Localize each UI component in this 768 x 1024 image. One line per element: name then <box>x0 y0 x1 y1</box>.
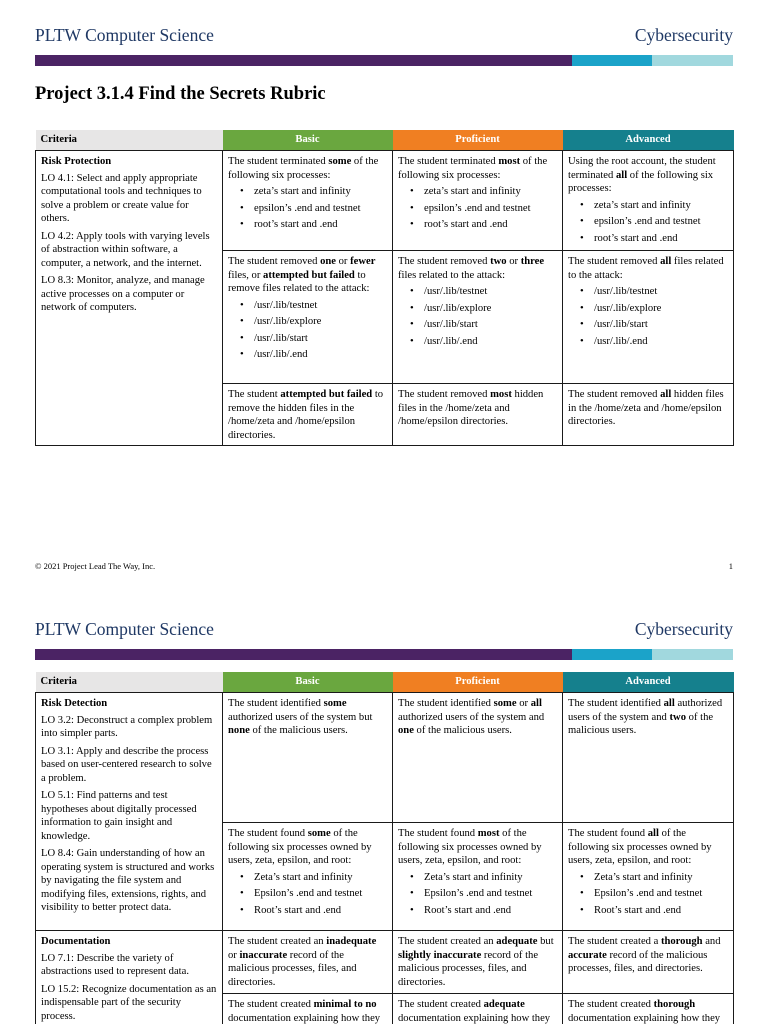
emphasis-text: all <box>660 389 672 400</box>
copyright-text: © 2021 Project Lead The Way, Inc. <box>35 561 156 571</box>
description-text: documentation explaining how they <box>398 1012 551 1024</box>
description-text: The student terminated <box>228 156 329 167</box>
rubric-description <box>398 827 557 868</box>
description-text: files, or <box>228 269 264 281</box>
description-text: authorized users of the system but <box>228 711 373 723</box>
list-item: • /usr/.lib/testnet <box>398 285 557 299</box>
emphasis-text: all <box>530 698 542 709</box>
list-item: • /usr/.lib/testnet <box>228 299 387 313</box>
description-text: authorized users of the system and <box>398 711 545 723</box>
column-header-criteria: Criteria <box>36 130 223 151</box>
description-text: files related to the attack: <box>568 256 724 281</box>
rubric-description <box>228 697 387 738</box>
column-header-advanced: Advanced <box>563 130 734 151</box>
list-item: • Epsilon’s .end and testnet <box>398 887 557 901</box>
list-item: • /usr/.lib/.end <box>398 335 557 349</box>
proficient-cell <box>393 931 563 994</box>
rubric-description <box>398 255 557 282</box>
description-text: to remove the hidden files in the /home/zeta and /home/epsilon directories. <box>228 389 384 441</box>
rubric-description <box>568 155 728 196</box>
description-text: authorized users of the system and <box>568 698 723 723</box>
list-item: • zeta’s start and infinity <box>568 199 728 213</box>
description-text: The student created a <box>568 936 661 947</box>
bullet-list <box>398 285 557 348</box>
list-item: • root’s start and .end <box>398 218 557 232</box>
emphasis-text: adequate <box>496 936 538 947</box>
description-text: of the following six processes: <box>568 169 714 194</box>
emphasis-text: most <box>498 156 521 167</box>
rubric-description <box>568 255 728 282</box>
description-text: hidden files in the /home/zeta and /home/epsilon directories. <box>398 389 544 427</box>
course-name: PLTW Computer Science <box>35 25 214 45</box>
emphasis-text: most <box>490 389 512 400</box>
list-item: • epsilon’s .end and testnet <box>228 202 387 216</box>
rubric-description <box>228 388 387 442</box>
emphasis-text: slightly inaccurate <box>398 949 482 961</box>
basic-cell <box>223 384 393 446</box>
emphasis-text: adequate <box>483 999 525 1010</box>
bullet-list <box>398 871 557 918</box>
emphasis-text: inadequate <box>326 936 377 947</box>
proficient-cell <box>393 823 563 931</box>
description-text: of the malicious users. <box>568 711 714 736</box>
course-name: PLTW Computer Science <box>35 619 214 639</box>
page-number: 1 <box>728 561 733 571</box>
emphasis-text: attempted but failed <box>280 389 373 400</box>
description-text: The student removed <box>568 389 661 400</box>
emphasis-text: most <box>477 828 500 839</box>
rubric-description <box>398 155 557 182</box>
rubric-description <box>568 697 728 738</box>
emphasis-text: some <box>323 698 347 709</box>
emphasis-text: inaccurate <box>239 949 288 961</box>
column-header-proficient: Proficient <box>393 672 563 693</box>
description-text: The student identified <box>228 698 324 709</box>
emphasis-text: none <box>228 725 250 736</box>
proficient-cell <box>393 384 563 446</box>
criteria-cell <box>36 151 223 446</box>
description-text: The student created <box>568 999 654 1010</box>
bar-segment-blue <box>572 649 652 660</box>
emphasis-text: some <box>493 698 517 709</box>
description-text: The student <box>228 389 281 400</box>
description-text: of the malicious users. <box>249 725 348 736</box>
learning-objective: LO 15.2: Recognize documentation as an indispensable part of the security process. <box>41 983 217 1022</box>
list-item: • Root’s start and .end <box>398 904 557 918</box>
list-item: • zeta’s start and infinity <box>228 185 387 199</box>
list-item: • root’s start and .end <box>568 232 728 246</box>
proficient-cell <box>393 994 563 1024</box>
description-text: documentation explaining how they <box>228 1012 381 1024</box>
learning-objective: LO 4.1: Select and apply appropriate computational tools and techniques to solve a problem or create value for others. <box>41 172 202 224</box>
list-item: • /usr/.lib/start <box>228 332 387 346</box>
description-text: record of the malicious processes, files, and directories. <box>228 949 357 988</box>
description-text: or <box>506 256 521 267</box>
list-item: • /usr/.lib/testnet <box>568 285 728 299</box>
emphasis-text: minimal to no <box>313 999 377 1010</box>
description-text: Using the root account, the student terminated <box>568 156 716 181</box>
emphasis-text: all <box>615 169 628 181</box>
list-item: • zeta’s start and infinity <box>398 185 557 199</box>
learning-objective: LO 3.1: Apply and describe the process based on user-centered research to solve a problem. <box>41 745 212 784</box>
emphasis-text: some <box>328 156 352 167</box>
proficient-cell <box>393 151 563 251</box>
emphasis-text: fewer <box>350 256 376 267</box>
description-text: The student identified <box>568 698 664 709</box>
description-text: hidden files in the /home/zeta and /home/epsilon directories. <box>568 389 724 427</box>
list-item: • Root’s start and .end <box>228 904 387 918</box>
learning-objective: LO 4.2: Apply tools with varying levels of abstraction within software, a computer, a network, and the internet. <box>41 230 210 269</box>
list-item: • Epsilon’s .end and testnet <box>568 887 728 901</box>
description-text: record of the malicious processes, files, and directories. <box>398 949 539 988</box>
bar-segment-light-blue <box>652 55 733 66</box>
list-item: • Zeta’s start and infinity <box>398 871 557 885</box>
list-item: • /usr/.lib/explore <box>398 302 557 316</box>
basic-cell <box>223 823 393 931</box>
emphasis-text: one <box>320 256 336 267</box>
bullet-list <box>228 185 387 232</box>
description-text: or <box>228 949 240 961</box>
list-item: • /usr/.lib/.end <box>568 335 728 349</box>
header-color-bar <box>35 649 733 660</box>
criteria-cell <box>36 693 223 931</box>
bullet-list <box>568 285 728 348</box>
learning-objective: LO 8.4: Gain understanding of how an operating system is structured and works by navigating the file system and modifying files, extensions, rights, and visibility to better protect data. <box>41 848 215 913</box>
rubric-description <box>228 935 387 989</box>
description-text: of the following six processes: <box>228 156 379 181</box>
rubric-description <box>228 255 387 296</box>
bullet-list <box>568 199 728 246</box>
proficient-cell <box>393 251 563 384</box>
list-item: • /usr/.lib/start <box>398 318 557 332</box>
description-text: The student found <box>398 828 478 839</box>
list-item: • Root’s start and .end <box>568 904 728 918</box>
emphasis-text: three <box>520 256 545 267</box>
rubric-description <box>398 998 557 1024</box>
rubric-description <box>228 998 387 1024</box>
learning-objective: LO 8.3: Monitor, analyze, and manage active processes on a computer or network of computers. <box>41 275 205 313</box>
description-text: The student identified <box>398 698 494 709</box>
list-item: • /usr/.lib/start <box>568 318 728 332</box>
page-2 <box>0 594 768 1024</box>
document-title: Project 3.1.4 Find the Secrets Rubric <box>35 84 326 104</box>
emphasis-text: accurate <box>568 949 607 961</box>
table-row <box>36 151 734 251</box>
list-item: • /usr/.lib/.end <box>228 348 387 362</box>
description-text: The student found <box>568 828 648 839</box>
unit-name: Cybersecurity <box>634 25 733 45</box>
description-text: to remove files related to the attack: <box>228 269 370 294</box>
criteria-cell <box>36 931 223 1024</box>
description-text: of the following six processes owned by users, zeta, epsilon, and root: <box>228 828 372 866</box>
description-text: documentation explaining how they <box>568 1012 721 1024</box>
description-text: The student created <box>398 999 484 1010</box>
column-header-basic: Basic <box>223 130 393 151</box>
column-header-basic: Basic <box>223 672 393 693</box>
advanced-cell <box>563 384 734 446</box>
emphasis-text: thorough <box>660 936 703 947</box>
rubric-description <box>228 155 387 182</box>
emphasis-text: thorough <box>653 999 696 1010</box>
rubric-description <box>398 935 557 989</box>
column-header-advanced: Advanced <box>563 672 734 693</box>
description-text: or <box>516 698 531 709</box>
rubric-description <box>568 998 728 1024</box>
description-text: The student removed <box>228 256 321 267</box>
emphasis-text: all <box>660 256 672 267</box>
learning-objective: LO 3.2: Deconstruct a complex problem into simpler parts. <box>41 714 213 739</box>
list-item: • /usr/.lib/explore <box>228 315 387 329</box>
rubric-description <box>228 827 387 868</box>
description-text: of the malicious users. <box>413 725 512 736</box>
criterion-heading: Risk Detection <box>41 698 108 709</box>
description-text: or <box>335 256 351 267</box>
emphasis-text: all <box>647 828 659 839</box>
criterion-heading: Risk Protection <box>41 156 112 167</box>
list-item: • /usr/.lib/explore <box>568 302 728 316</box>
bullet-list <box>398 185 557 232</box>
advanced-cell <box>563 151 734 251</box>
rubric-description <box>398 697 557 738</box>
advanced-cell <box>563 251 734 384</box>
list-item: • root’s start and .end <box>228 218 387 232</box>
column-header-criteria: Criteria <box>36 672 223 693</box>
description-text: The student created an <box>228 936 327 947</box>
advanced-cell <box>563 693 734 823</box>
description-text: but <box>537 936 554 947</box>
description-text: files related to the attack: <box>398 269 506 281</box>
list-item: • epsilon’s .end and testnet <box>568 215 728 229</box>
emphasis-text: all <box>663 698 675 709</box>
bullet-list <box>568 871 728 918</box>
description-text: The student removed <box>398 256 491 267</box>
rubric-description <box>568 935 728 976</box>
basic-cell <box>223 693 393 823</box>
description-text: The student created an <box>398 936 497 947</box>
learning-objective: LO 7.1: Describe the variety of abstractions used to represent data. <box>41 952 189 977</box>
rubric-description <box>568 827 728 868</box>
description-text: of the following six processes owned by users, zeta, epsilon, and root: <box>568 828 712 866</box>
description-text: of the following six processes: <box>398 156 548 181</box>
rubric-table <box>35 672 734 1024</box>
advanced-cell <box>563 931 734 994</box>
description-text: The student terminated <box>398 156 499 167</box>
table-header-row <box>36 130 734 151</box>
table-row <box>36 931 734 994</box>
description-text: The student removed <box>398 389 491 400</box>
unit-name: Cybersecurity <box>634 619 733 639</box>
advanced-cell <box>563 994 734 1024</box>
bullet-list <box>228 299 387 362</box>
list-item: • Zeta’s start and infinity <box>228 871 387 885</box>
basic-cell <box>223 931 393 994</box>
column-header-proficient: Proficient <box>393 130 563 151</box>
advanced-cell <box>563 823 734 931</box>
list-item: • Zeta’s start and infinity <box>568 871 728 885</box>
emphasis-text: two <box>490 256 507 267</box>
list-item: • epsilon’s .end and testnet <box>398 202 557 216</box>
rubric-description <box>568 388 728 429</box>
bar-segment-purple <box>35 55 572 66</box>
basic-cell <box>223 994 393 1024</box>
bar-segment-light-blue <box>652 649 733 660</box>
description-text: and <box>702 936 721 947</box>
basic-cell <box>223 151 393 251</box>
emphasis-text: attempted but failed <box>263 269 355 281</box>
bar-segment-purple <box>35 649 572 660</box>
description-text: record of the malicious processes, files, and directories. <box>568 949 708 974</box>
basic-cell <box>223 251 393 384</box>
emphasis-text: two <box>669 711 686 723</box>
proficient-cell <box>393 693 563 823</box>
emphasis-text: some <box>307 828 331 839</box>
bar-segment-blue <box>572 55 652 66</box>
emphasis-text: one <box>398 725 414 736</box>
description-text: of the following six processes owned by users, zeta, epsilon, and root: <box>398 828 542 866</box>
description-text: The student found <box>228 828 308 839</box>
bullet-list <box>228 871 387 918</box>
table-row <box>36 693 734 823</box>
rubric-description <box>398 388 557 429</box>
description-text: The student created <box>228 999 314 1010</box>
table-header-row <box>36 672 734 693</box>
list-item: • Epsilon’s .end and testnet <box>228 887 387 901</box>
header-color-bar <box>35 55 733 66</box>
criterion-heading: Documentation <box>41 936 111 947</box>
rubric-table <box>35 130 734 446</box>
description-text: The student removed <box>568 256 661 267</box>
learning-objective: LO 5.1: Find patterns and test hypotheses about digitally processed information to gain insight and knowledge. <box>41 790 197 842</box>
